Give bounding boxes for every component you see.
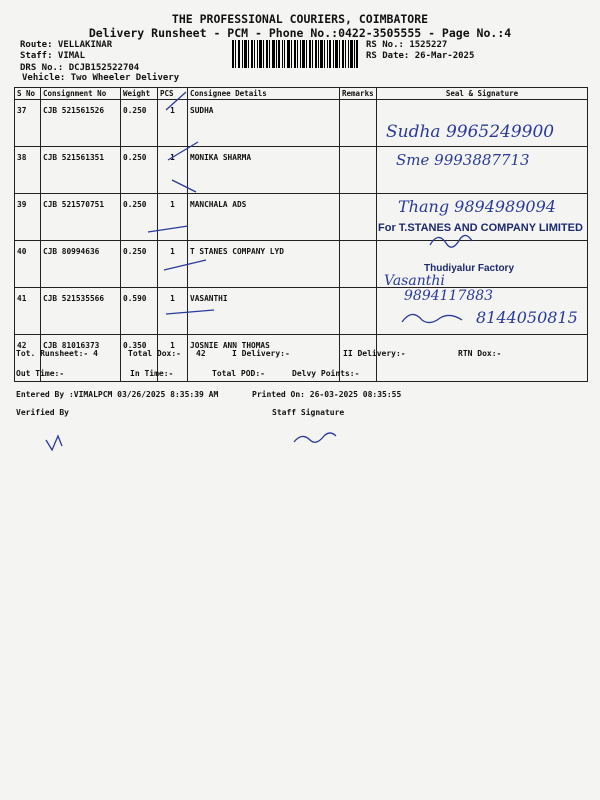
sno-cell: 41 (15, 288, 41, 335)
col-header: Consignment No (41, 88, 121, 100)
sno-cell: 42 (15, 335, 41, 382)
pcs-cell: 1 (158, 241, 188, 288)
vehicle-label: Vehicle: Two Wheeler Delivery (22, 73, 180, 83)
col-header: Seal & Signature (377, 88, 588, 100)
sno-cell: 38 (15, 147, 41, 194)
signature-cell (377, 335, 588, 382)
staff-signature (294, 433, 336, 442)
consignment-cell: CJB 80994636 (41, 241, 121, 288)
pcs-cell: 1 (158, 100, 188, 147)
col-header: PCS (158, 88, 188, 100)
rs-date: RS Date: 26-Mar-2025 (366, 51, 475, 61)
sno-cell: 39 (15, 194, 41, 241)
signature-cell (377, 147, 588, 194)
entered-by: Entered By :VIMALPCM 03/26/2025 8:35:39 AM (16, 390, 219, 399)
verified-by-label: Verified By (16, 408, 69, 417)
drs-number: DRS No.: DCJB152522704 (20, 63, 140, 73)
rtn-dox: RTN Dox:- (458, 349, 502, 358)
tot-runsheet: Tot. Runsheet:- 4 (16, 349, 98, 358)
consignment-cell: CJB 81016373 (41, 335, 121, 382)
table-row (15, 147, 588, 194)
consignee-cell: T STANES COMPANY LYD (188, 241, 340, 288)
total-dox-label: Total Dox:- (128, 349, 181, 358)
handwritten-row37: Sudha 9965249900 (386, 122, 555, 142)
route-label: Route: VELLAKINAR (20, 40, 113, 50)
pcs-cell: 1 (158, 147, 188, 194)
handwritten-row41-phone: 9894117883 (404, 288, 494, 304)
company-title: THE PROFESSIONAL COURIERS, COIMBATORE (171, 12, 429, 26)
table-row (15, 100, 588, 147)
remarks-cell (340, 241, 377, 288)
delvy-points: Delvy Points:- (292, 369, 360, 378)
rs-number: RS No.: 1525227 (366, 40, 448, 50)
weight-cell: 0.250 (121, 241, 158, 288)
pcs-cell: 1 (158, 288, 188, 335)
handwritten-row41-name: Vasanthi (384, 273, 445, 289)
weight-cell: 0.250 (121, 194, 158, 241)
table-row (15, 288, 588, 335)
handwritten-row42: 8144050815 (476, 308, 578, 327)
consignee-cell: VASANTHI (188, 288, 340, 335)
pcs-cell: 1 (158, 335, 188, 382)
sno-cell: 40 (15, 241, 41, 288)
barcode-image (232, 40, 358, 68)
weight-cell: 0.350 (121, 335, 158, 382)
weight-cell: 0.250 (121, 147, 158, 194)
total-pod: Total POD:- (212, 369, 265, 378)
handwritten-row39: Thang 9894989094 (398, 197, 556, 216)
remarks-cell (340, 100, 377, 147)
consignment-cell: CJB 521535566 (41, 288, 121, 335)
remarks-cell (340, 147, 377, 194)
printed-on: Printed On: 26-03-2025 08:35:55 (252, 390, 402, 399)
col-header: Consignee Details (188, 88, 340, 100)
signature-cell (377, 288, 588, 335)
table-header-row (15, 88, 588, 100)
col-header: S No (15, 88, 41, 100)
company-stamp-line1: For T.STANES AND COMPANY LIMITED (378, 222, 583, 234)
staff-signature-label: Staff Signature (272, 408, 345, 417)
consignment-cell: CJB 521561351 (41, 147, 121, 194)
sno-cell: 37 (15, 100, 41, 147)
remarks-cell (340, 194, 377, 241)
handwritten-row38: Sme 9993887713 (396, 151, 530, 169)
runsheet-table (14, 87, 588, 382)
weight-cell: 0.250 (121, 100, 158, 147)
consignee-cell: SUDHA (188, 100, 340, 147)
signature-cell (377, 100, 588, 147)
ii-delivery: II Delivery:- (343, 349, 406, 358)
col-header: Remarks (340, 88, 377, 100)
consignee-cell: JOSNIE ANN THOMAS (188, 335, 340, 382)
remarks-cell (340, 288, 377, 335)
total-dox-value: 42 (196, 349, 206, 358)
runsheet-subtitle: Delivery Runsheet - PCM - Phone No.:0422-3505555 - Page No.:4 (88, 26, 512, 40)
company-stamp-line2: Thudiyalur Factory (424, 263, 515, 274)
consignment-cell: CJB 521561526 (41, 100, 121, 147)
verified-by-signature (46, 436, 62, 450)
out-time: Out Time:- (16, 369, 65, 378)
pcs-cell: 1 (158, 194, 188, 241)
staff-label: Staff: VIMAL (20, 51, 86, 61)
consignment-cell: CJB 521570751 (41, 194, 121, 241)
consignee-cell: MONIKA SHARMA (188, 147, 340, 194)
consignee-cell: MANCHALA ADS (188, 194, 340, 241)
i-delivery: I Delivery:- (232, 349, 290, 358)
col-header: Weight (121, 88, 158, 100)
weight-cell: 0.590 (121, 288, 158, 335)
in-time: In Time:- (130, 369, 174, 378)
